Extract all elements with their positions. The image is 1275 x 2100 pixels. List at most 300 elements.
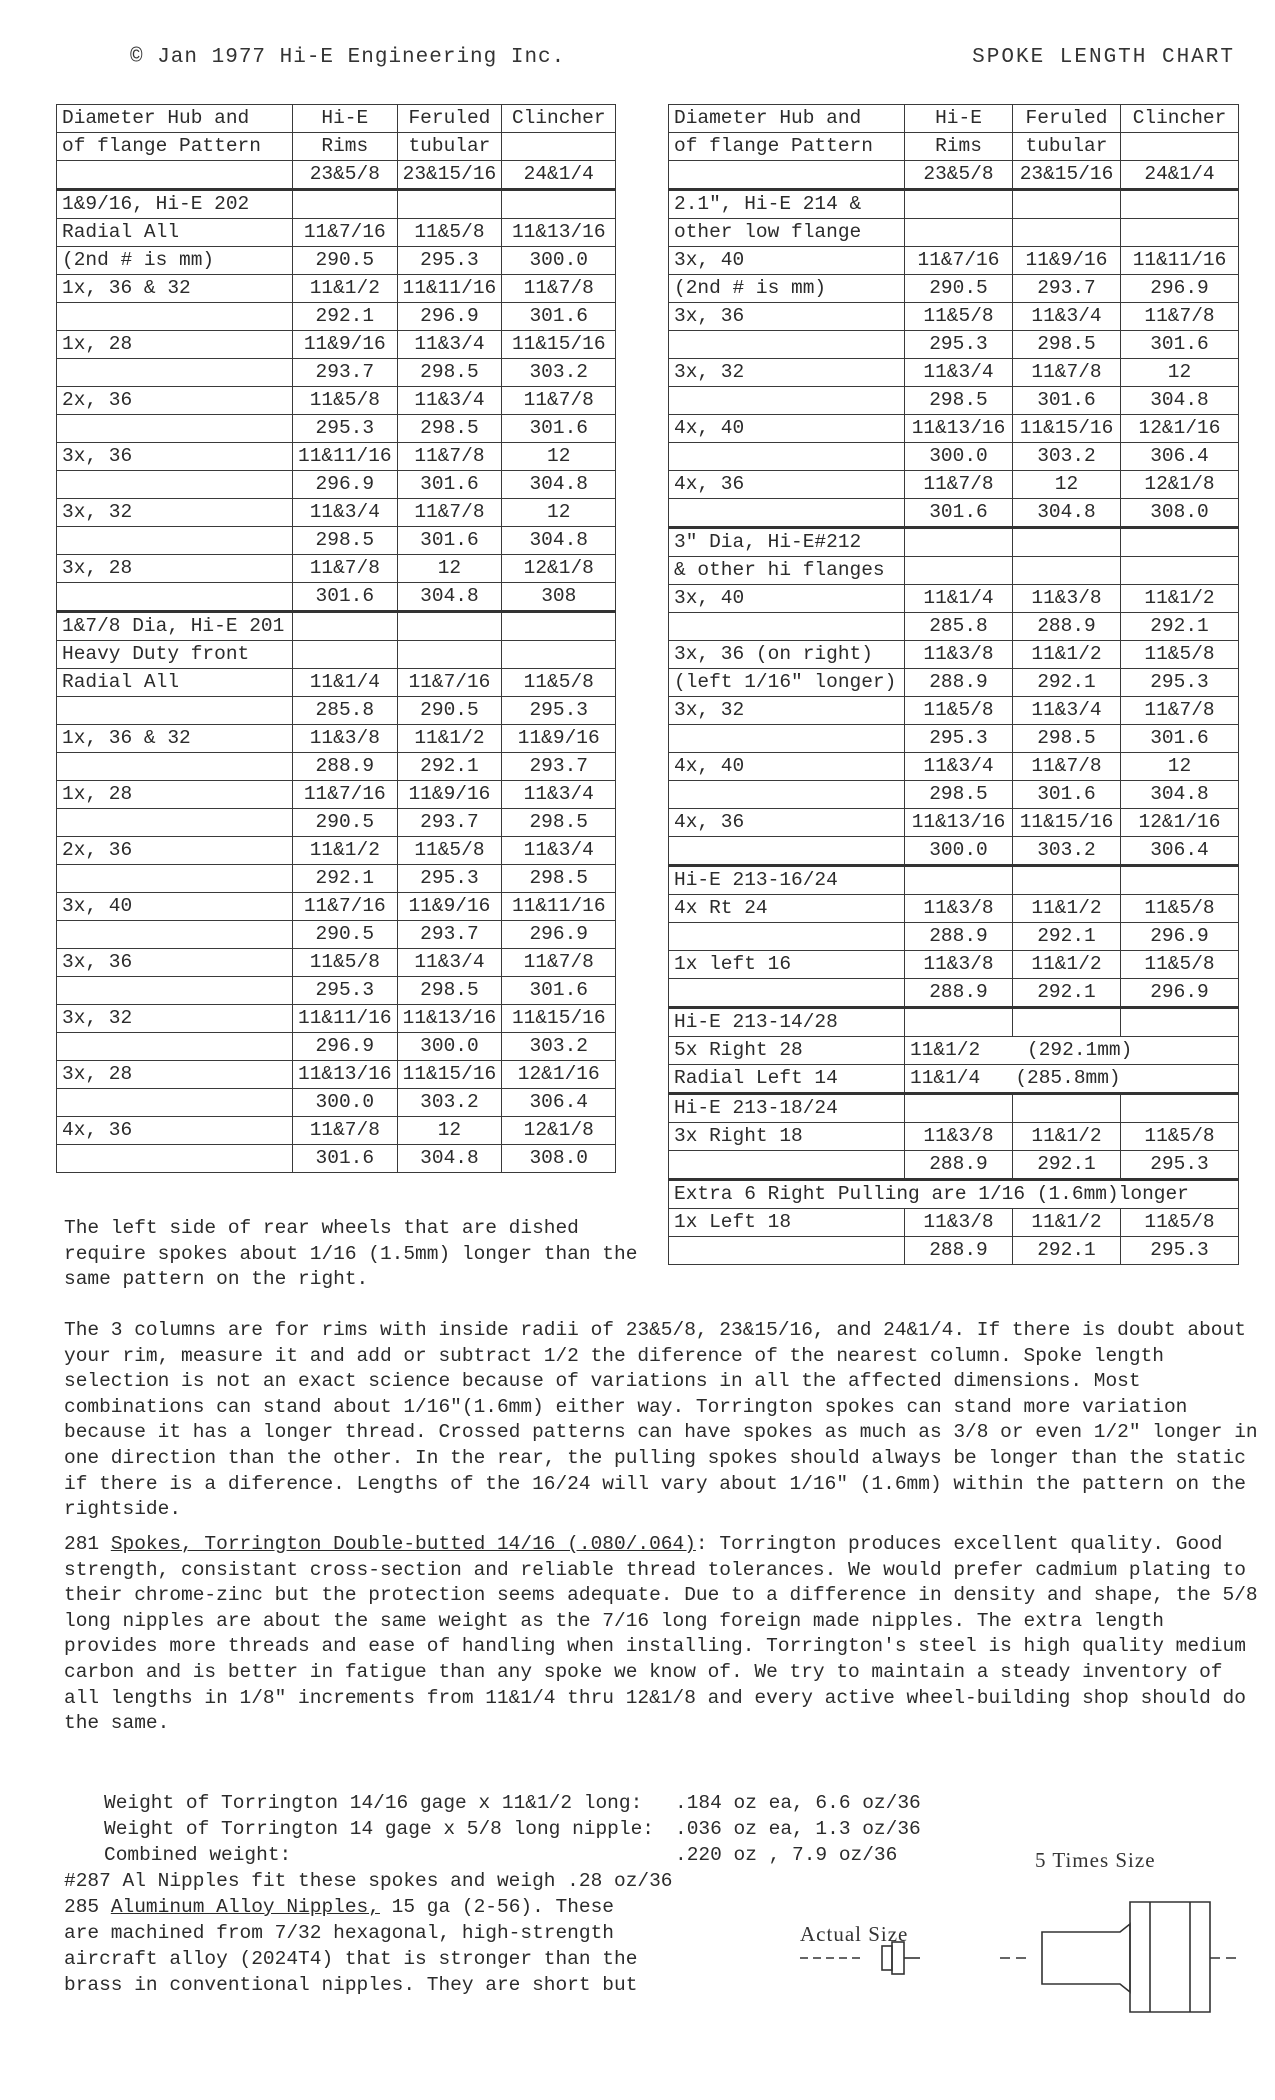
- table-cell: 303.2: [1013, 837, 1121, 866]
- table-cell: [1013, 557, 1121, 585]
- table-cell: 295.3: [905, 331, 1013, 359]
- table-cell: 3x, 28: [57, 1061, 293, 1089]
- table-cell: 11&11/16: [293, 1005, 398, 1033]
- header-row: [669, 105, 1239, 133]
- header-row: [669, 133, 1239, 161]
- table-cell: 11&3/8: [1013, 585, 1121, 613]
- table-cell: 301.6: [293, 583, 398, 612]
- weight-spoke-label: Weight of Torrington 14/16 gage x 11&1/2 long:: [104, 1792, 643, 1814]
- table-row: [57, 612, 616, 641]
- table-cell: [57, 527, 293, 555]
- header-cell: Diameter Hub and: [669, 105, 905, 133]
- table-cell: 295.3: [1121, 669, 1239, 697]
- table-row: [57, 1061, 616, 1089]
- table-cell: 4x, 36: [57, 1117, 293, 1145]
- table-row: [57, 1033, 616, 1061]
- header-cell: [57, 161, 293, 190]
- table-cell: 11&15/16: [1013, 415, 1121, 443]
- table-cell: 292.1: [397, 753, 502, 781]
- table-cell: 300.0: [905, 443, 1013, 471]
- table-cell: 1x, 36 & 32: [57, 275, 293, 303]
- header-row: [669, 161, 1239, 190]
- table-cell: 296.9: [1121, 275, 1239, 303]
- table-cell: 1x, 36 & 32: [57, 725, 293, 753]
- table-cell: 11&7/8: [397, 443, 502, 471]
- table-row: [669, 303, 1239, 331]
- table-cell: 285.8: [905, 613, 1013, 641]
- spoke-table-right: [668, 104, 1239, 1265]
- table-cell: 301.6: [502, 415, 616, 443]
- header-left: © Jan 1977 Hi-E Engineering Inc.: [130, 46, 566, 69]
- table-row: [669, 866, 1239, 895]
- table-cell: [1121, 1094, 1239, 1123]
- table-cell: 290.5: [293, 921, 398, 949]
- table-cell: 3x, 36 (on right): [669, 641, 905, 669]
- table-cell: 5x Right 28: [669, 1037, 905, 1065]
- table-cell: 285.8: [293, 697, 398, 725]
- table-cell: 11&3/8: [905, 1123, 1013, 1151]
- table-cell: [1013, 866, 1121, 895]
- table-cell: Radial All: [57, 669, 293, 697]
- table-cell: [57, 303, 293, 331]
- table-row: [669, 613, 1239, 641]
- table-cell: [669, 979, 905, 1008]
- table-row: [57, 359, 616, 387]
- table-cell: 295.3: [293, 415, 398, 443]
- table-cell: [669, 613, 905, 641]
- header-cell: of flange Pattern: [57, 133, 293, 161]
- table-cell: 296.9: [1121, 923, 1239, 951]
- table-cell: 298.5: [1013, 725, 1121, 753]
- table-cell: 11&5/8: [1121, 1123, 1239, 1151]
- table-cell: 11&11/16: [293, 443, 398, 471]
- header-cell: tubular: [1013, 133, 1121, 161]
- table-row: [57, 527, 616, 555]
- table-cell: 292.1: [1121, 613, 1239, 641]
- table-cell: [397, 641, 502, 669]
- table-cell: [1013, 219, 1121, 247]
- table-cell: 288.9: [905, 979, 1013, 1008]
- table-cell: 295.3: [502, 697, 616, 725]
- table-row: [669, 219, 1239, 247]
- table-row: [669, 923, 1239, 951]
- table-cell: 11&3/8: [905, 951, 1013, 979]
- table-cell: 11&7/16: [905, 247, 1013, 275]
- section-285-title: Aluminum Alloy Nipples,: [110, 1896, 380, 1918]
- section-281-number: 281: [64, 1533, 111, 1555]
- table-cell: 11&1/2: [1013, 641, 1121, 669]
- table-cell: [1013, 1008, 1121, 1037]
- table-row: [669, 979, 1239, 1008]
- table-cell: 298.5: [502, 865, 616, 893]
- table-cell: [1121, 557, 1239, 585]
- table-cell: 301.6: [502, 977, 616, 1005]
- table-cell: 11&13/16: [905, 809, 1013, 837]
- table-cell: [293, 641, 398, 669]
- table-cell: 1x left 16: [669, 951, 905, 979]
- table-cell: 11&7/8: [1013, 359, 1121, 387]
- table-cell: 11&3/4: [1013, 697, 1121, 725]
- table-cell: 301.6: [293, 1145, 398, 1173]
- table-cell: 303.2: [1013, 443, 1121, 471]
- table-cell: [905, 1094, 1013, 1123]
- table-row: [669, 499, 1239, 528]
- table-cell: 2x, 36: [57, 837, 293, 865]
- table-cell: 11&1/2: [1121, 585, 1239, 613]
- table-cell: 293.7: [397, 809, 502, 837]
- table-cell: [669, 387, 905, 415]
- combined-weight-label: Combined weight:: [104, 1844, 292, 1866]
- table-cell: [669, 1237, 905, 1265]
- table-cell: 11&15/16: [1013, 809, 1121, 837]
- table-cell: 301.6: [1121, 331, 1239, 359]
- table-cell: 12&1/16: [1121, 809, 1239, 837]
- header-row: [57, 161, 616, 190]
- table-cell: [1013, 528, 1121, 557]
- table-cell: 292.1: [1013, 669, 1121, 697]
- table-cell: 298.5: [397, 359, 502, 387]
- table-cell: 11&5/8: [1121, 951, 1239, 979]
- table-cell: 3x, 32: [57, 499, 293, 527]
- table-row: [669, 781, 1239, 809]
- table-cell: [57, 1145, 293, 1173]
- table-cell: [397, 190, 502, 219]
- header-cell: 24&1/4: [502, 161, 616, 190]
- table-cell: 11&7/16: [397, 669, 502, 697]
- table-row: [669, 753, 1239, 781]
- table-row: [57, 1089, 616, 1117]
- table-cell: 12: [397, 1117, 502, 1145]
- table-row: [669, 1209, 1239, 1237]
- table-cell: 308.0: [502, 1145, 616, 1173]
- header-cell: 24&1/4: [1121, 161, 1239, 190]
- table-cell: 292.1: [1013, 1151, 1121, 1180]
- section-281-body: : Torrington produces excellent quality. Good strength, consistant cross-section and reliable thread tolerances. We would prefer cadmium plating to their chrome-zinc but the protection seems adequate. Due to a difference in density and shape, the 5/8 long nipples are about the same weight as the 7/16 long foreign made nipples. The extra length provides more threads and ease of handling when installing. Torrington's steel is high quality medium carbon and is better in fatigue than any spoke we know of. We try to maintain a steady inventory of all lengths in 1/8" increments from 11&1/4 thru 12&1/8 and every active wheel-building shop should do the same.: [64, 1533, 1258, 1735]
- table-cell: & other hi flanges: [669, 557, 905, 585]
- table-cell: 304.8: [1121, 387, 1239, 415]
- table-cell: 11&3/4: [502, 837, 616, 865]
- table-row: [669, 443, 1239, 471]
- table-cell: 298.5: [1013, 331, 1121, 359]
- table-cell: [397, 612, 502, 641]
- table-cell: 11&7/8: [502, 949, 616, 977]
- table-cell: 11&11/16: [502, 893, 616, 921]
- table-row: [669, 837, 1239, 866]
- table-cell: 295.3: [905, 725, 1013, 753]
- table-row: [669, 1151, 1239, 1180]
- table-cell: 295.3: [397, 865, 502, 893]
- table-cell: 11&7/16: [293, 781, 398, 809]
- table-row: [669, 190, 1239, 219]
- table-cell: 11&11/16: [397, 275, 502, 303]
- table-cell: 300.0: [397, 1033, 502, 1061]
- table-cell: [1121, 219, 1239, 247]
- table-cell: 11&5/8: [1121, 895, 1239, 923]
- section-285-line3: aircraft alloy (2024T4) that is stronger than the: [64, 1948, 638, 1970]
- table-row: [57, 331, 616, 359]
- table-cell: 303.2: [502, 359, 616, 387]
- table-row: [57, 219, 616, 247]
- table-row: [669, 331, 1239, 359]
- table-row: [669, 641, 1239, 669]
- header-title: SPOKE LENGTH CHART: [972, 46, 1235, 69]
- weight-nipple-label: Weight of Torrington 14 gage x 5/8 long nipple:: [104, 1818, 654, 1840]
- table-cell: 11&7/8: [293, 555, 398, 583]
- table-cell: 11&5/8: [905, 697, 1013, 725]
- table-cell: 11&9/16: [397, 781, 502, 809]
- table-cell: [57, 1089, 293, 1117]
- table-cell: Extra 6 Right Pulling are 1/16 (1.6mm)longer: [669, 1180, 1239, 1209]
- table-row: [669, 951, 1239, 979]
- table-row: [57, 499, 616, 527]
- table-row: [57, 753, 616, 781]
- table-row: [57, 443, 616, 471]
- table-row: [669, 697, 1239, 725]
- five-times-size-nipple-icon: [1000, 1902, 1240, 2012]
- table-row: [57, 303, 616, 331]
- table-cell: 11&3/8: [905, 641, 1013, 669]
- table-cell: 304.8: [1013, 499, 1121, 528]
- table-row: [57, 725, 616, 753]
- table-row: [57, 415, 616, 443]
- table-cell: 296.9: [293, 1033, 398, 1061]
- table-cell: 11&5/8: [1121, 1209, 1239, 1237]
- table-cell: 300.0: [502, 247, 616, 275]
- table-cell: [1121, 866, 1239, 895]
- header-cell: Clincher: [502, 105, 616, 133]
- table-cell: 290.5: [397, 697, 502, 725]
- section-285-line4: brass in conventional nipples. They are short but: [64, 1974, 638, 1996]
- five-times-size-caption: 5 Times Size: [1035, 1848, 1156, 1872]
- table-cell: 12: [1121, 753, 1239, 781]
- table-cell: 11&13/16: [905, 415, 1013, 443]
- table-cell: 298.5: [502, 809, 616, 837]
- table-cell: 304.8: [397, 1145, 502, 1173]
- table-cell: 11&7/16: [293, 219, 398, 247]
- header-cell: Feruled: [397, 105, 502, 133]
- table-cell: [669, 499, 905, 528]
- table-cell: 11&7/8: [1121, 303, 1239, 331]
- header-cell: [669, 161, 905, 190]
- table-cell: [57, 921, 293, 949]
- table-row: [57, 977, 616, 1005]
- table-cell: 304.8: [502, 471, 616, 499]
- table-cell: 296.9: [1121, 979, 1239, 1008]
- table-cell: 11&5/8: [905, 303, 1013, 331]
- table-row: [669, 669, 1239, 697]
- table-cell: [1121, 190, 1239, 219]
- table-cell: 308: [502, 583, 616, 612]
- table-row: [57, 190, 616, 219]
- table-cell: [293, 612, 398, 641]
- table-cell: 3x, 40: [669, 247, 905, 275]
- header-cell: tubular: [397, 133, 502, 161]
- dish-note: [64, 1216, 644, 1293]
- table-row: [57, 387, 616, 415]
- table-row: [669, 471, 1239, 499]
- table-cell: [57, 753, 293, 781]
- header-cell: Rims: [905, 133, 1013, 161]
- table-cell: 295.3: [1121, 1237, 1239, 1265]
- table-cell: 11&1/2: [1013, 1209, 1121, 1237]
- table-cell: 298.5: [905, 387, 1013, 415]
- nipple-illustration: [790, 1840, 1250, 2050]
- table-cell: 11&1/4: [293, 669, 398, 697]
- weight-spoke-value: .184 oz ea, 6.6 oz/36: [675, 1792, 921, 1814]
- table-cell: 288.9: [293, 753, 398, 781]
- section-281-title: Spokes, Torrington Double-butted 14/16 (.080/.064): [110, 1533, 696, 1555]
- table-cell: 3x, 32: [57, 1005, 293, 1033]
- table-row: [57, 809, 616, 837]
- header-cell: of flange Pattern: [669, 133, 905, 161]
- table-row: [669, 585, 1239, 613]
- table-row: [669, 1037, 1239, 1065]
- table-cell: 304.8: [397, 583, 502, 612]
- table-cell: [1013, 190, 1121, 219]
- table-cell: 303.2: [502, 1033, 616, 1061]
- table-cell: 11&7/8: [905, 471, 1013, 499]
- table-cell: [57, 415, 293, 443]
- dish-note-text: The left side of rear wheels that are dished require spokes about 1/16 (1.5mm) longer than the same pattern on the right.: [64, 1217, 638, 1291]
- actual-size-caption: Actual Size: [800, 1922, 909, 1946]
- table-cell: 290.5: [905, 275, 1013, 303]
- table-cell: 292.1: [1013, 923, 1121, 951]
- table-cell: 308.0: [1121, 499, 1239, 528]
- table-cell: 296.9: [502, 921, 616, 949]
- table-cell: 11&3/4: [905, 359, 1013, 387]
- table-cell: 306.4: [1121, 837, 1239, 866]
- table-cell: 12&1/8: [502, 555, 616, 583]
- table-cell: 3x, 36: [57, 443, 293, 471]
- table-cell: 301.6: [1121, 725, 1239, 753]
- table-cell: 11&7/8: [397, 499, 502, 527]
- table-row: [57, 921, 616, 949]
- table-cell: 3x, 32: [669, 359, 905, 387]
- table-cell: 11&11/16: [1121, 247, 1239, 275]
- table-cell: 288.9: [1013, 613, 1121, 641]
- table-row: [669, 1008, 1239, 1037]
- table-row: [669, 1065, 1239, 1094]
- table-row: [57, 1145, 616, 1173]
- table-cell: 11&1/2: [1013, 951, 1121, 979]
- header-cell: Feruled: [1013, 105, 1121, 133]
- table-cell: 306.4: [1121, 443, 1239, 471]
- table-cell: 4x, 40: [669, 753, 905, 781]
- table-cell: 12&1/8: [502, 1117, 616, 1145]
- table-cell: [669, 837, 905, 866]
- table-cell: [905, 866, 1013, 895]
- header-cell: Diameter Hub and: [57, 105, 293, 133]
- table-cell: 300.0: [293, 1089, 398, 1117]
- table-row: [669, 895, 1239, 923]
- rim-columns-paragraph: [64, 1318, 1259, 1523]
- table-cell: 292.1: [293, 865, 398, 893]
- table-cell: 11&9/16: [502, 725, 616, 753]
- table-cell: 11&1/4 (285.8mm): [905, 1065, 1239, 1094]
- table-cell: 12&1/8: [1121, 471, 1239, 499]
- table-cell: 3x, 40: [57, 893, 293, 921]
- table-cell: 293.7: [1013, 275, 1121, 303]
- table-cell: [1121, 528, 1239, 557]
- table-row: [669, 275, 1239, 303]
- table-cell: 12: [502, 443, 616, 471]
- table-cell: 12: [502, 499, 616, 527]
- table-cell: 11&13/16: [502, 219, 616, 247]
- table-cell: 11&5/8: [293, 387, 398, 415]
- table-cell: 301.6: [397, 527, 502, 555]
- actual-size-nipple-icon: [800, 1942, 920, 1974]
- header-cell: 23&5/8: [293, 161, 398, 190]
- table-cell: 296.9: [293, 471, 398, 499]
- table-cell: 3x, 28: [57, 555, 293, 583]
- table-cell: [669, 1151, 905, 1180]
- table-cell: [502, 190, 616, 219]
- table-cell: [57, 583, 293, 612]
- table-cell: 11&3/4: [905, 753, 1013, 781]
- table-cell: 1x, 28: [57, 781, 293, 809]
- table-cell: 293.7: [397, 921, 502, 949]
- table-cell: [669, 781, 905, 809]
- table-cell: 11&3/4: [397, 949, 502, 977]
- table-row: [57, 1005, 616, 1033]
- table-row: [57, 837, 616, 865]
- table-cell: 12: [397, 555, 502, 583]
- table-cell: [502, 641, 616, 669]
- weight-nipple-value: .036 oz ea, 1.3 oz/36: [675, 1818, 921, 1840]
- header-cell: Clincher: [1121, 105, 1239, 133]
- table-row: [57, 949, 616, 977]
- table-cell: (2nd # is mm): [57, 247, 293, 275]
- table-cell: 4x Rt 24: [669, 895, 905, 923]
- table-cell: (2nd # is mm): [669, 275, 905, 303]
- table-cell: 288.9: [905, 1237, 1013, 1265]
- table-cell: 11&13/16: [293, 1061, 398, 1089]
- table-cell: 11&1/2: [1013, 895, 1121, 923]
- table-cell: 288.9: [905, 1151, 1013, 1180]
- header-cell: 23&5/8: [905, 161, 1013, 190]
- table-cell: 12&1/16: [502, 1061, 616, 1089]
- table-cell: 306.4: [502, 1089, 616, 1117]
- table-cell: [1121, 1008, 1239, 1037]
- header-cell: Hi-E: [293, 105, 398, 133]
- table-row: [57, 641, 616, 669]
- table-cell: 11&3/8: [293, 725, 398, 753]
- table-row: [669, 415, 1239, 443]
- table-cell: 11&7/16: [293, 893, 398, 921]
- table-cell: 295.3: [397, 247, 502, 275]
- table-cell: 11&5/8: [1121, 641, 1239, 669]
- table-cell: 301.6: [1013, 781, 1121, 809]
- table-cell: 11&15/16: [397, 1061, 502, 1089]
- table-cell: [669, 725, 905, 753]
- table-row: [669, 557, 1239, 585]
- table-cell: 4x, 36: [669, 471, 905, 499]
- table-cell: 288.9: [905, 669, 1013, 697]
- table-row: [669, 247, 1239, 275]
- table-cell: 12: [1121, 359, 1239, 387]
- section-281: [64, 1532, 1259, 1737]
- table-cell: 298.5: [905, 781, 1013, 809]
- table-cell: 2x, 36: [57, 387, 293, 415]
- table-cell: 290.5: [293, 809, 398, 837]
- section-285-rest: 15 ga (2-56). These: [379, 1896, 615, 1918]
- table-cell: 1&7/8 Dia, Hi-E 201: [57, 612, 293, 641]
- table-row: [57, 893, 616, 921]
- table-cell: [669, 331, 905, 359]
- table-cell: Heavy Duty front: [57, 641, 293, 669]
- table-cell: 290.5: [293, 247, 398, 275]
- table-row: [57, 471, 616, 499]
